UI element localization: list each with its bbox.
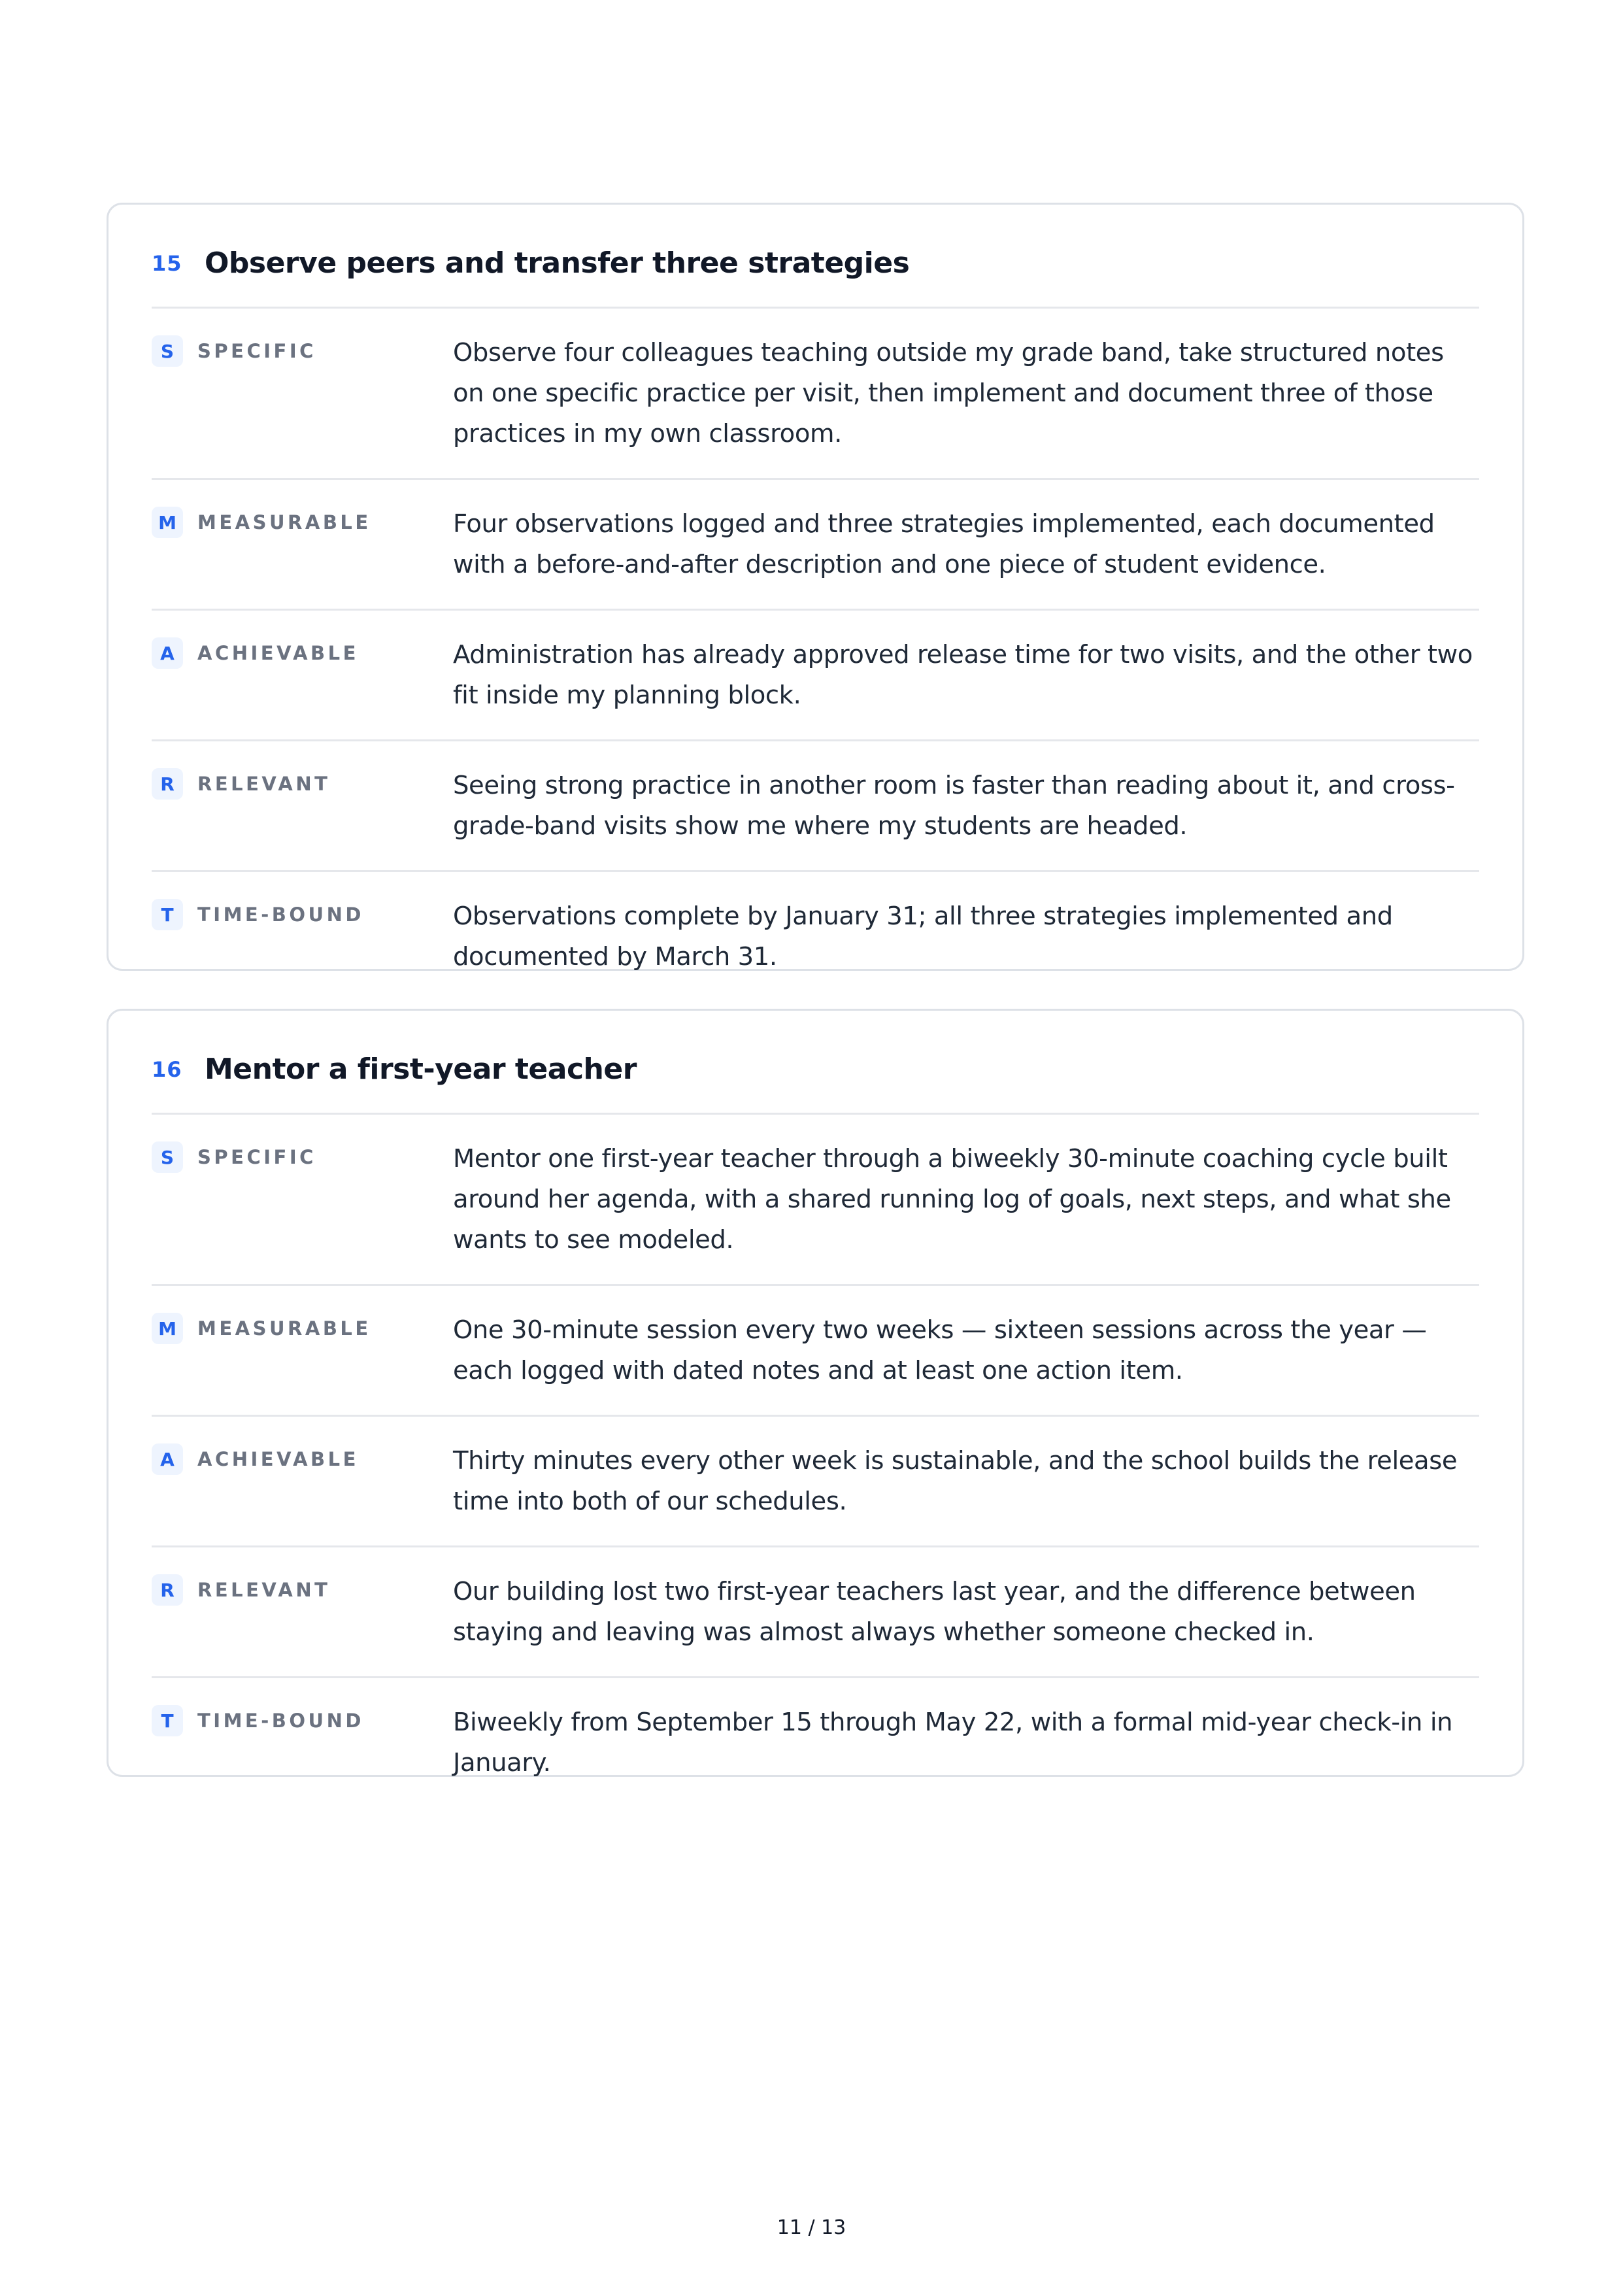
criterion-description: One 30-minute session every two weeks — sixteen sessions across the year — each logged with dated notes and at least one action item.: [453, 1315, 1427, 1385]
criterion-badge: R: [152, 768, 183, 800]
criterion-row-specific: [152, 309, 1479, 480]
criterion-label: [152, 766, 453, 800]
goal-number: 16: [152, 1056, 182, 1082]
criterion-label: [152, 333, 453, 367]
criterion-description: Thirty minutes every other week is sustainable, and the school builds the release time into both of our schedules.: [453, 1446, 1458, 1516]
page-indicator: 11 / 13: [777, 2216, 846, 2239]
goal-card-16: [107, 1009, 1524, 1777]
criterion-row-time-bound: [152, 1678, 1479, 1820]
criterion-badge: M: [152, 1313, 183, 1344]
criterion-name: ACHIEVABLE: [197, 1448, 359, 1470]
criterion-name: ACHIEVABLE: [197, 642, 359, 664]
criterion-description: Administration has already approved release time for two visits, and the other two fit inside my planning block.: [453, 640, 1473, 710]
criterion-description: Observe four colleagues teaching outside my grade band, take structured notes on one specific practice per visit, then implement and document three of those practices in my own classroom.: [453, 338, 1444, 448]
goal-card-15: [107, 203, 1524, 971]
criterion-label: [152, 635, 453, 669]
criterion-name: SPECIFIC: [197, 340, 316, 362]
criterion-row-achievable: [152, 611, 1479, 741]
goal-title: Observe peers and transfer three strategies: [205, 246, 910, 280]
criterion-label: [152, 1139, 453, 1173]
goal-header: [152, 1011, 1479, 1115]
goal-title: Mentor a first-year teacher: [205, 1053, 637, 1086]
criterion-badge: A: [152, 637, 183, 669]
criterion-label: [152, 1310, 453, 1344]
goal-number: 15: [152, 250, 182, 276]
criterion-row-measurable: [152, 480, 1479, 611]
goal-header: [152, 205, 1479, 309]
criterion-badge: S: [152, 335, 183, 367]
criterion-name: RELEVANT: [197, 773, 331, 795]
criterion-row-relevant: [152, 741, 1479, 872]
criterion-name: TIME-BOUND: [197, 903, 364, 926]
criterion-row-time-bound: [152, 872, 1479, 1014]
criterion-badge: M: [152, 507, 183, 538]
criterion-name: MEASURABLE: [197, 511, 371, 533]
criterion-row-achievable: [152, 1417, 1479, 1547]
criterion-label: [152, 1441, 453, 1475]
criterion-badge: A: [152, 1443, 183, 1475]
criterion-badge: S: [152, 1141, 183, 1173]
criterion-description: Four observations logged and three strategies implemented, each documented with a before-and-after description and one piece of student evidence.: [453, 509, 1435, 579]
criterion-badge: T: [152, 899, 183, 930]
criterion-description: Our building lost two first-year teachers last year, and the difference between staying and leaving was almost always whether someone checked in.: [453, 1577, 1416, 1647]
criterion-name: RELEVANT: [197, 1579, 331, 1601]
criterion-name: MEASURABLE: [197, 1317, 371, 1340]
criterion-label: [152, 1702, 453, 1736]
criterion-badge: R: [152, 1574, 183, 1606]
criterion-label: [152, 896, 453, 930]
criterion-label: [152, 1572, 453, 1606]
criterion-name: TIME-BOUND: [197, 1710, 364, 1732]
criterion-name: SPECIFIC: [197, 1146, 316, 1168]
criterion-description: Biweekly from September 15 through May 22, with a formal mid-year check-in in January.: [453, 1708, 1453, 1778]
criterion-description: Seeing strong practice in another room is faster than reading about it, and cross-grade-band visits show me where my students are headed.: [453, 771, 1455, 841]
criterion-row-specific: [152, 1115, 1479, 1286]
criterion-row-measurable: [152, 1286, 1479, 1417]
criterion-badge: T: [152, 1705, 183, 1736]
criterion-label: [152, 504, 453, 538]
criterion-row-relevant: [152, 1547, 1479, 1678]
criterion-description: Observations complete by January 31; all three strategies implemented and documented by March 31.: [453, 902, 1393, 971]
criterion-description: Mentor one first-year teacher through a biweekly 30-minute coaching cycle built around her agenda, with a shared running log of goals, next steps, and what she wants to see modeled.: [453, 1144, 1451, 1255]
